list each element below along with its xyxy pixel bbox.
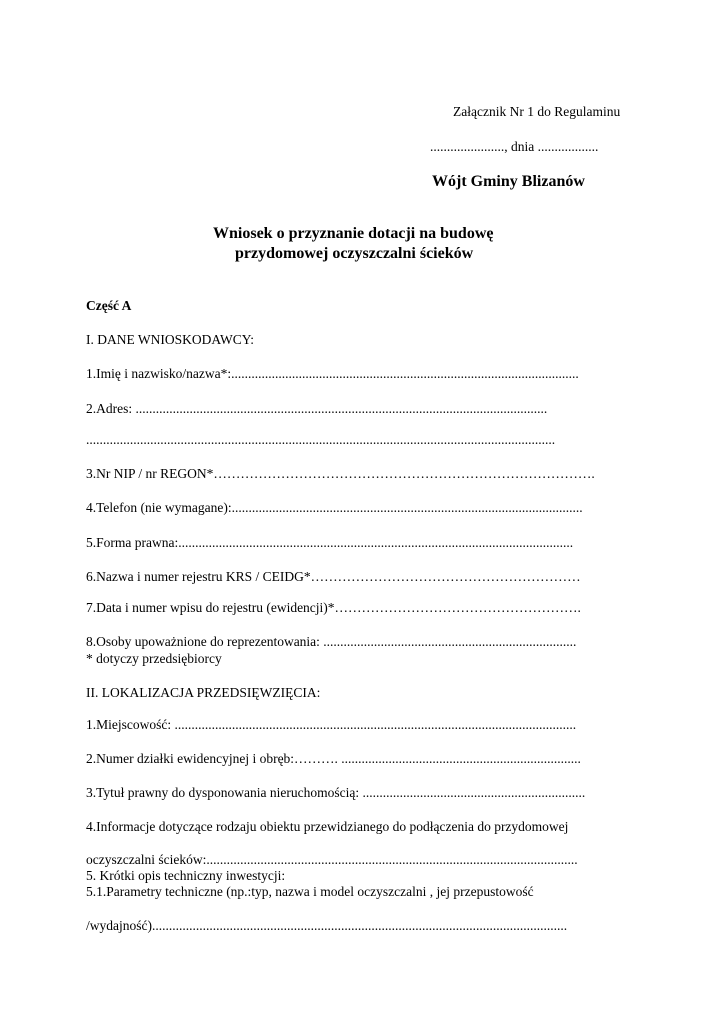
addressee: Wójt Gminy Blizanów — [432, 173, 585, 190]
section-heading-applicant: I. DANE WNIOSKODAWCY: — [86, 332, 255, 347]
field-capacity: /wydajność)........................................................................................................................... — [86, 918, 568, 933]
document-title-line-1: Wniosek o przyznanie dotacji na budowę — [213, 225, 494, 242]
attachment-note: Załącznik Nr 1 do Regulaminu — [453, 104, 621, 119]
field-object-info: 4.Informacje dotyczące rodzaju obiektu przewidzianego do podłączenia do przydomowej — [86, 819, 569, 834]
field-technical-description: 5. Krótki opis techniczny inwestycji: — [86, 868, 286, 883]
part-label: Część A — [86, 298, 132, 313]
section-heading-location: II. LOKALIZACJA PRZEDSIĘWZIĘCIA: — [86, 685, 321, 700]
field-phone: 4.Telefon (nie wymagane):........................................................................................................ — [86, 500, 583, 515]
field-name: 1.Imię i nazwisko/nazwa*:....................................................................................................... — [86, 366, 579, 381]
field-plot-number: 2.Numer działki ewidencyjnej i obręb:………. ....................................................................... — [86, 751, 581, 766]
field-address-continued: ........................................................................................................................................... — [86, 432, 556, 447]
field-registry-date: 7.Data i numer wpisu do rejestru (ewidencji)*………………………………………………. — [86, 600, 581, 615]
field-legal-form: 5.Forma prawna:..................................................................................................................... — [86, 535, 574, 550]
field-address: 2.Adres: .......................................................................................................................... — [86, 401, 548, 416]
field-object-info-continued: oczyszczalni ścieków:.............................................................................................................. — [86, 852, 578, 867]
document-title-line-2: przydomowej oczyszczalni ścieków — [235, 245, 474, 262]
field-legal-title: 3.Tytuł prawny do dysponowania nieruchomością: .................................................................. — [86, 785, 586, 800]
field-locality: 1.Miejscowość: ....................................................................................................................... — [86, 717, 577, 732]
date-line: ......................, dnia .................. — [430, 139, 599, 154]
footnote: * dotyczy przedsiębiorcy — [86, 651, 222, 666]
field-nip-regon: 3.Nr NIP / nr REGON*…………………………………………………………………………. — [86, 466, 595, 481]
field-registry: 6.Nazwa i numer rejestru KRS / CEIDG*…………………………………………………… — [86, 569, 581, 584]
field-representatives: 8.Osoby upoważnione do reprezentowania: ........................................................................... — [86, 634, 577, 649]
field-technical-parameters: 5.1.Parametry techniczne (np.:typ, nazwa i model oczyszczalni , jej przepustowość — [86, 884, 534, 899]
